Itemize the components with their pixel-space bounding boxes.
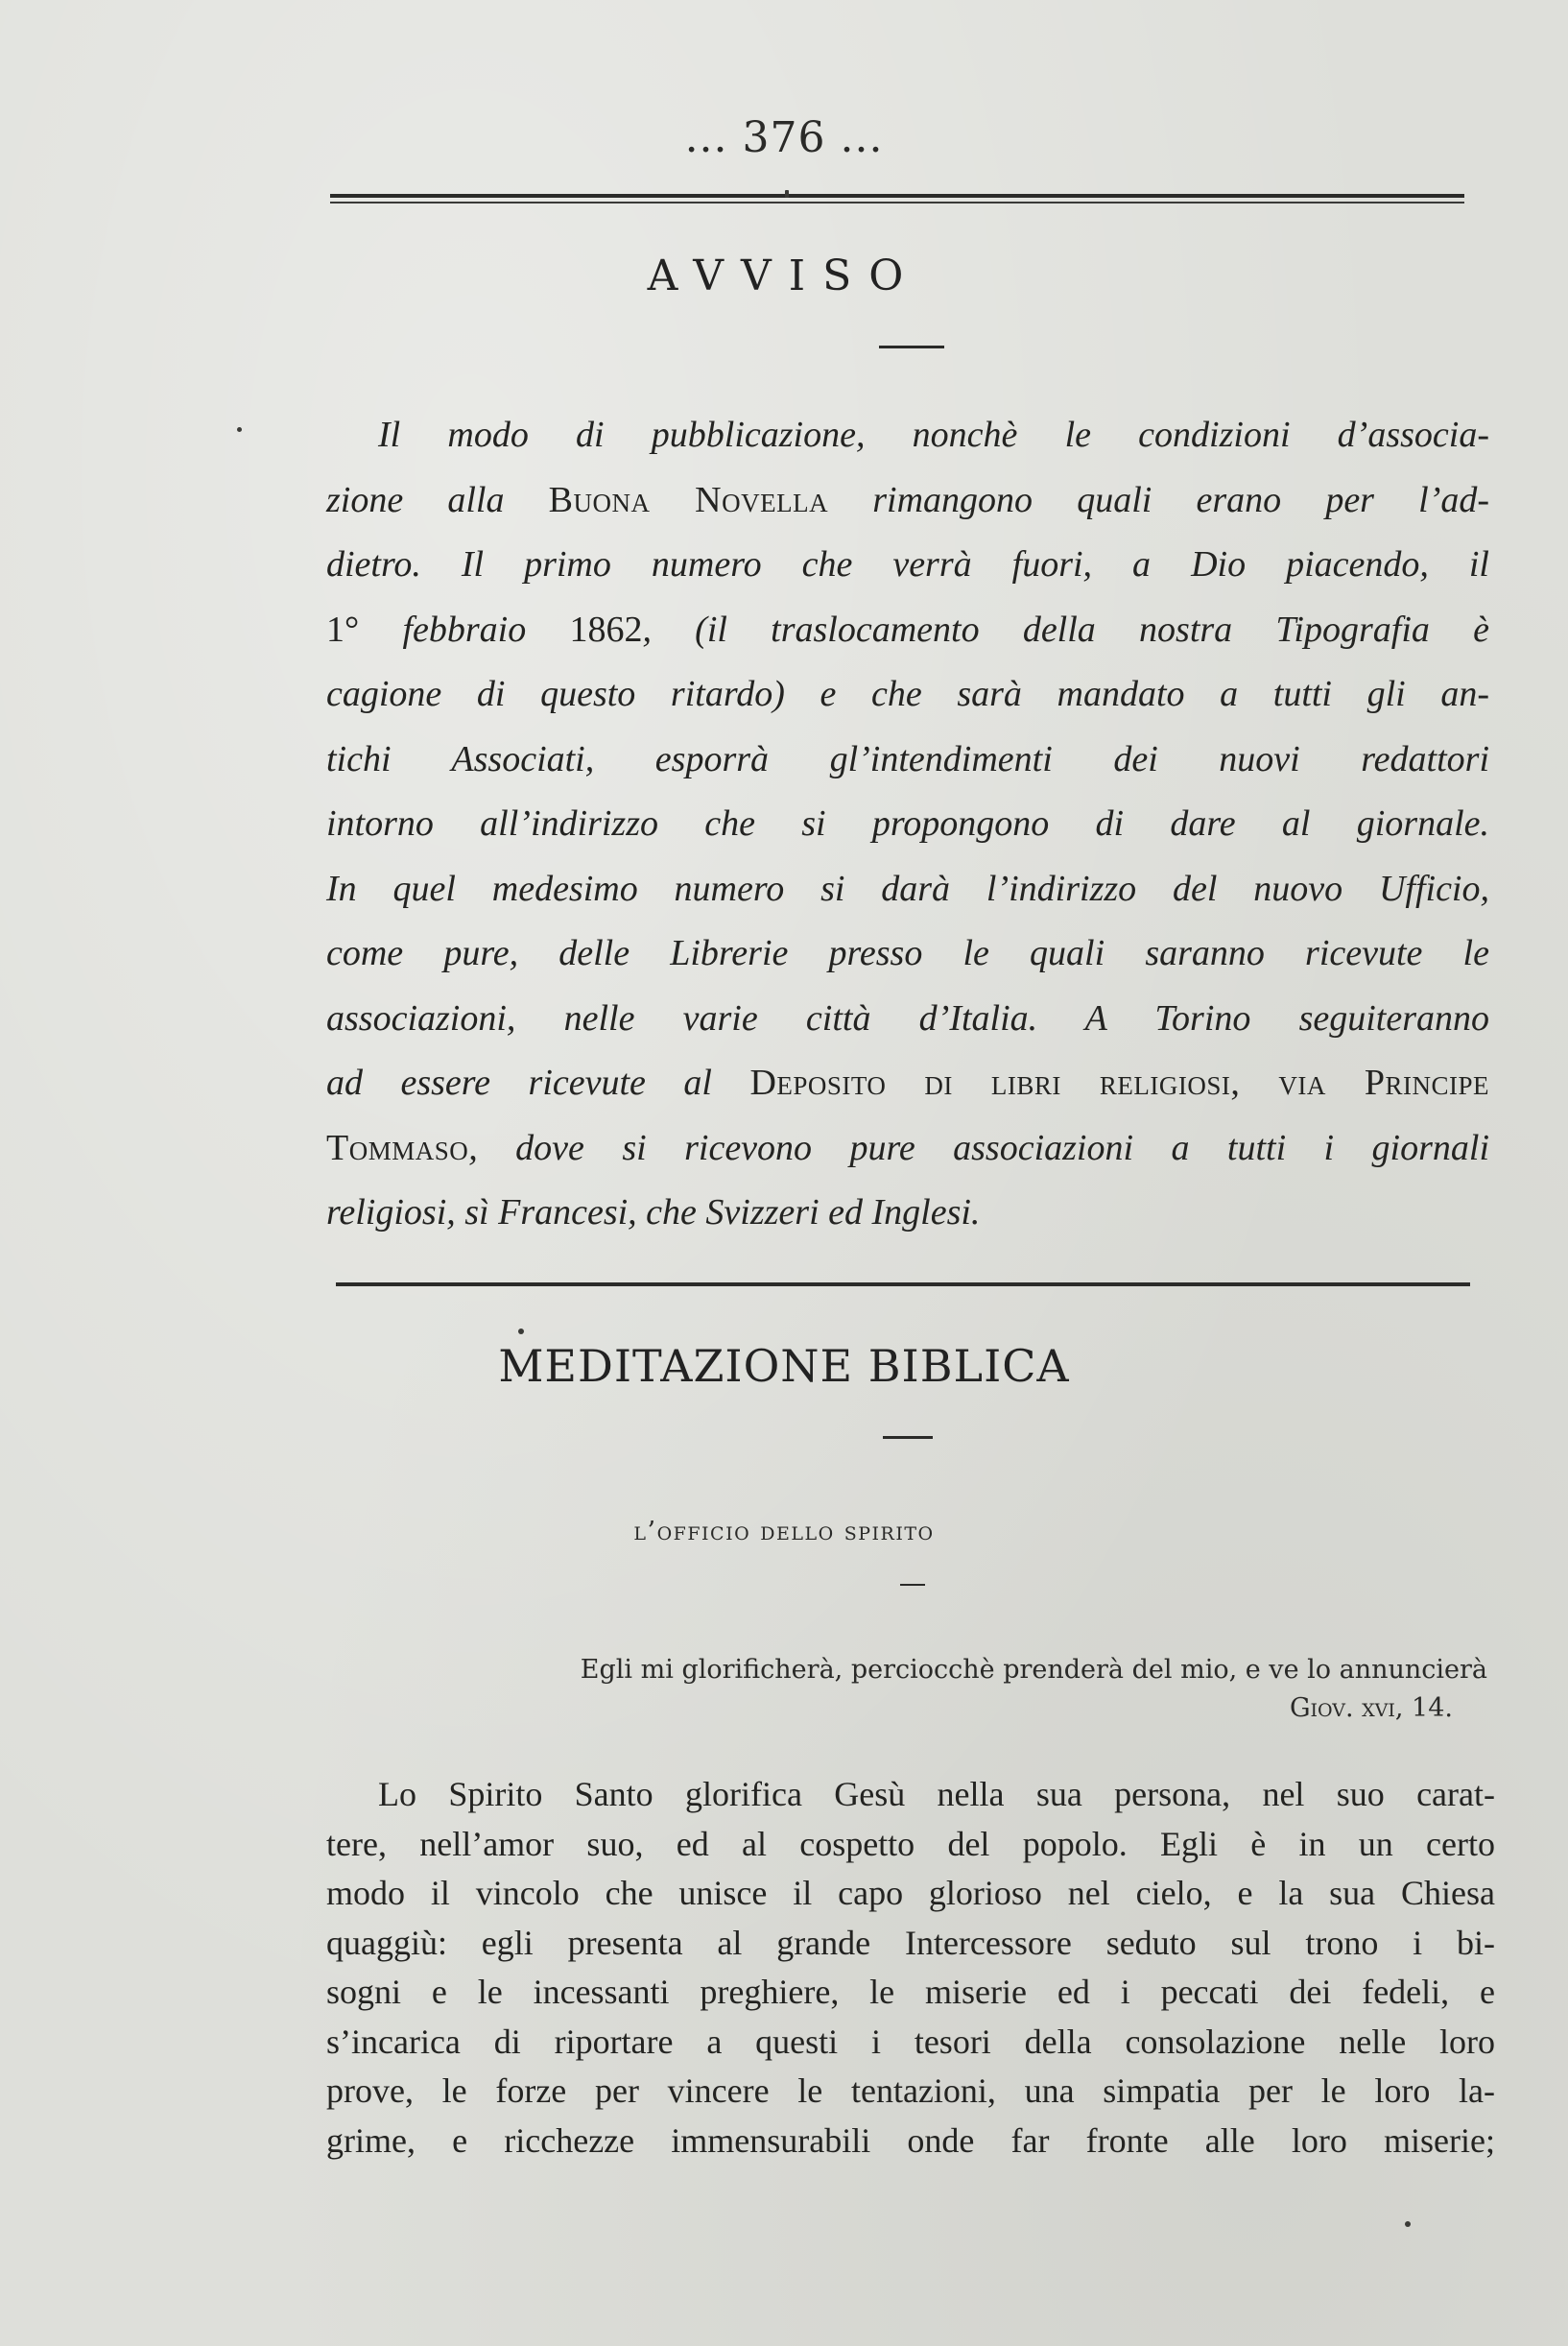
- text-run: 1°: [326, 609, 403, 650]
- text-run: Deposito di libri religiosi, via Principe: [749, 1063, 1489, 1103]
- avviso-line: [326, 533, 1489, 598]
- text-run: , (il traslocamento della nostra Tipografia è: [642, 609, 1489, 650]
- text-run: febbraio: [402, 609, 570, 650]
- epigraph-quote: Egli mi glorificherà, perciocchè prenderà del mio, e ve lo annuncierà: [580, 1655, 1487, 1685]
- text-run: intorno all’indirizzo che si propongono di dare al giornale.: [326, 803, 1489, 844]
- avviso-line: [326, 987, 1489, 1052]
- body-line: modo il vincolo che unisce il capo glorioso nel cielo, e la sua Chiesa: [326, 1874, 1495, 1912]
- body-line: grime, e ricchezze immensurabili onde far fronte alle loro miserie;: [326, 2120, 1495, 2160]
- text-run: In quel medesimo numero si darà l’indirizzo del nuovo Ufficio,: [326, 868, 1489, 909]
- text-run: dietro. Il primo numero che verrà fuori, a Dio piacendo, il: [326, 544, 1489, 585]
- body-line: quaggiù: egli presenta al grande Intercessore seduto sul trono i bi-: [326, 1923, 1495, 1962]
- text-run: Buona Novella: [548, 479, 829, 520]
- paper-speck: [518, 1329, 524, 1334]
- text-run: zione alla: [326, 479, 549, 520]
- avviso-line: [326, 1116, 1489, 1182]
- text-run: tichi Associati, esporrà gl’intendimenti dei nuovi redattori: [326, 738, 1489, 779]
- paper-speck: [785, 190, 789, 198]
- text-run: 1862: [569, 609, 643, 650]
- avviso-line: [326, 1051, 1489, 1116]
- heading-dash: [879, 346, 944, 348]
- text-run: rimangono quali erano per l’ad-: [828, 479, 1490, 520]
- text-run: religiosi, sì Francesi, che Svizzeri ed Inglesi.: [326, 1192, 981, 1233]
- header-double-rule: [330, 194, 1464, 205]
- avviso-line: [326, 598, 1489, 663]
- page-number: ... 376 ...: [684, 113, 884, 162]
- subtitle-dash: [900, 1584, 925, 1586]
- body-line: s’incarica di riportare a questi i tesori della consolazione nelle loro: [326, 2022, 1495, 2061]
- avviso-line: [326, 403, 1489, 468]
- body-line: tere, nell’amor suo, ed al cospetto del popolo. Egli è in un certo: [326, 1824, 1495, 1863]
- paper-speck: [237, 427, 242, 432]
- text-run: ad essere ricevute al: [326, 1063, 750, 1103]
- text-run: , dove si ricevono pure associazioni a tutti i giornali: [468, 1127, 1489, 1168]
- text-run: associazioni, nelle varie città d’Italia. A Torino seguiteranno: [326, 997, 1489, 1039]
- body-line: prove, le forze per vincere le tentazioni, una simpatia per le loro la-: [326, 2071, 1495, 2110]
- avviso-line: [326, 1181, 1489, 1246]
- avviso-heading: AVVISO: [647, 251, 921, 300]
- avviso-line: [326, 792, 1489, 857]
- text-run: Il modo di pubblicazione, nonchè le condizioni d’associa-: [378, 415, 1489, 455]
- body-line: sogni e le incessanti preghiere, le miserie ed i peccati dei fedeli, e: [326, 1973, 1495, 2011]
- avviso-line: [326, 468, 1489, 534]
- epigraph: [534, 1651, 1487, 1728]
- text-run: cagione di questo ritardo) e che sarà mandato a tutti gli an-: [326, 674, 1489, 714]
- section-divider-rule: [336, 1282, 1470, 1286]
- section-subtitle: l’officio dello spirito: [633, 1517, 935, 1546]
- avviso-line: [326, 857, 1489, 922]
- heading-dash: [883, 1436, 933, 1439]
- meditazione-heading: MEDITAZIONE BIBLICA: [498, 1340, 1070, 1392]
- avviso-line: [326, 728, 1489, 793]
- body-paragraph: [326, 1770, 1495, 2166]
- paper-speck: [1405, 2221, 1411, 2227]
- text-run: come pure, delle Librerie presso le quali saranno ricevute le: [326, 933, 1489, 973]
- body-line: Lo Spirito Santo glorifica Gesù nella sua persona, nel suo carat-: [378, 1775, 1495, 1813]
- avviso-paragraph: [326, 403, 1489, 1246]
- avviso-line: [326, 662, 1489, 728]
- avviso-line: [326, 922, 1489, 987]
- text-run: Tommaso: [326, 1127, 469, 1168]
- epigraph-source: Giov. xvi, 14.: [1289, 1693, 1453, 1723]
